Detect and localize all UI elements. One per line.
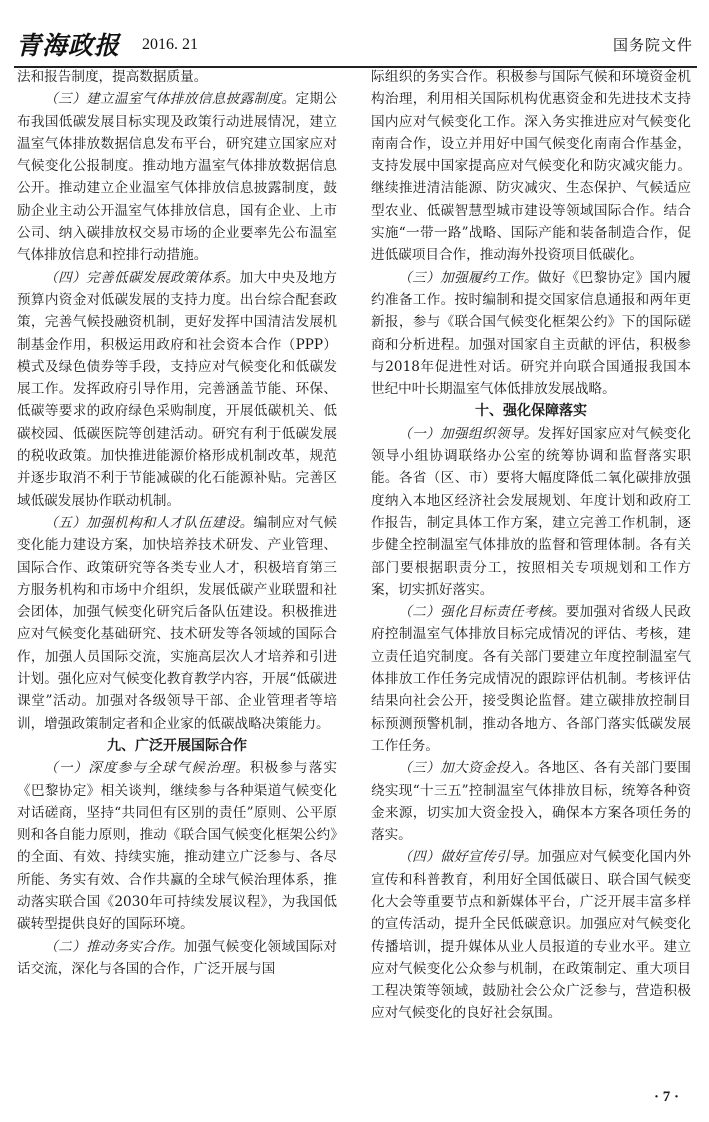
subheading: （三）建立温室气体排放信息披露制度。: [44, 91, 296, 108]
paragraph-body: 要加强对省级人民政府控制温室气体排放目标完成情况的评估、考核，建立责任追究制度。各有关部门要建立年度控制温室气体排放工作任务完成情况的跟踪评估机制。考核评估结果向社会公开，接受舆论监督。建立碳排放控制目标预测预警机制，推动各地方、各部门落实低碳发展工作任务。: [371, 604, 691, 754]
paragraph: [17, 512, 337, 735]
right-column: [371, 66, 691, 1025]
subheading: （一）深度参与全球气候治理。: [44, 760, 250, 777]
subheading: （三）加强履约工作。: [398, 269, 538, 286]
section-title: 国务院文件: [612, 36, 693, 54]
subheading: （三）加大资金投入。: [398, 760, 538, 777]
paragraph: [371, 757, 691, 846]
paragraph: [17, 267, 337, 512]
paragraph: [371, 601, 691, 757]
journal-logo: 青海政报: [16, 31, 121, 60]
paragraph-body: 发挥好国家应对气候变化领导小组协调联络办公室的统筹协调和监督落实职能。各省（区、市）要将大幅度降低二氧化碳排放强度纳入本地区经济社会发展规划、年度计划和政府工作报告，制定具体工作方案，建立完善工作机制，逐步健全控制温室气体排放的监督和管理体制。各有关部门要根据职责分工，按照相关专项规划和工作方案，切实抓好落实。: [371, 425, 691, 598]
paragraph-body: 加大中央及地方预算内资金对低碳发展的支持力度。出台综合配套政策，完善气候投融资机制，更好发挥中国清洁发展机制基金作用，积极运用政府和社会资本合作（PPP）模式及绿色债券等手段，支持应对气候变化和低碳发展工作。发挥政府引导作用，完善涵盖节能、环保、低碳等要求的政府绿色采购制度，开展低碳机关、低碳校园、低碳医院等创建活动。研究有利于低碳发展的税收政策。加快推进能源价格形成机制改革，规范并逐步取消不利于节能减碳的化石能源补贴。完善区域低碳发展协作联动机制。: [17, 269, 337, 509]
paragraph: [371, 423, 691, 601]
section-heading: 九、广泛开展国际合作: [107, 737, 247, 754]
paragraph-body: 积极参与落实《巴黎协定》相关谈判，继续参与各种渠道气候变化对话磋商，坚持“共同但有区别的责任”原则、公平原则和各自能力原则，推动《联合国气候变化框架公约》的全面、有效、持续实施，推动建立广泛参与、各尽所能、务实有效、合作共赢的全球气候治理体系，推动落实联合国《2030年可持续发展议程》，为我国低碳转型提供良好的国际环境。: [17, 760, 338, 933]
issue-number: 2016. 21: [142, 36, 198, 53]
subheading: （二）推动务实合作。: [44, 938, 184, 955]
subheading: （四）做好宣传引导。: [398, 849, 538, 866]
paragraph-body: 各地区、各有关部门要围绕实现“十三五”控制温室气体排放目标，统筹各种资金来源，切实加大资金投入，确保本方案各项任务的落实。: [371, 760, 691, 844]
paragraph-body: 加强气候变化领域国际对话交流，深化与各国的合作，广泛开展与国: [17, 938, 337, 977]
subheading: （四）完善低碳发展政策体系。: [44, 269, 240, 286]
paragraph: [371, 846, 691, 1024]
subheading: （五）加强机构和人才队伍建设。: [44, 514, 254, 531]
paragraph-body: 定期公布我国低碳发展目标实现及政策行动进展情况，建立温室气体排放数据信息发布平台，研究建立国家应对气候变化公报制度。推动地方温室气体排放数据信息公开。推动建立企业温室气体排放信息披露制度，鼓励企业主动公开温室气体排放信息，国有企业、上市公司、纳入碳排放权交易市场的企业要率先公布温室气体排放信息和控排行动措施。: [17, 91, 337, 264]
paragraph: 法和报告制度，提高数据质量。: [17, 69, 208, 85]
paragraph: 际组织的务实合作。积极参与国际气候和环境资金机构治理，利用相关国际机构优惠资金和先进技术支持国内应对气候变化工作。深入务实推进应对气候变化南南合作，设立并用好中国气候变化南南合作基金，支持发展中国家提高应对气候变化和防灾减灾能力。继续推进清洁能源、防灾减灾、生态保护、气候适应型农业、低碳智慧型城市建设等领域国际合作。结合实施“一带一路”战略、国际产能和装备制造合作，促进低碳项目合作，推动海外投资项目低碳化。: [371, 69, 691, 264]
section-heading: 十、强化保障落实: [475, 403, 587, 420]
subheading: （一）加强组织领导。: [398, 425, 538, 442]
subheading: （二）强化目标责任考核。: [398, 604, 566, 621]
paragraph: [17, 757, 337, 935]
paragraph: [17, 936, 337, 981]
paragraph: [17, 88, 337, 266]
left-column: [17, 66, 337, 980]
page-header: [14, 8, 697, 68]
paragraph-body: 做好《巴黎协定》国内履约准备工作。按时编制和提交国家信息通报和两年更新报，参与《联合国气候变化框架公约》下的国际磋商和分析进程。加强对国家自主贡献的评估，积极参与2018年促进性对话。研究并向联合国通报我国本世纪中叶长期温室气体低排放发展战略。: [371, 269, 691, 398]
paragraph: [371, 267, 691, 401]
paragraph-body: 编制应对气候变化能力建设方案，加快培养技术研发、产业管理、国际合作、政策研究等各类专业人才，积极培育第三方服务机构和市场中介组织，发展低碳产业联盟和社会团体，加强气候变化研究后备队伍建设。积极推进应对气候变化基础研究、技术研发等各领域的国际合作，加强人员国际交流，实施高层次人才培养和引进计划。强化应对气候变化教育教学内容，开展“低碳进课堂”活动。加强对各级领导干部、企业管理者等培训，增强政策制定者和企业家的低碳战略决策能力。: [17, 514, 338, 732]
page-number: · 7 ·: [653, 1089, 679, 1105]
paragraph-body: 加强应对气候变化国内外宣传和科普教育，利用好全国低碳日、联合国气候变化大会等重要节点和新媒体平台，广泛开展丰富多样的宣传活动，提升全民低碳意识。加强应对气候变化传播培训，提升媒体从业人员报道的专业水平。建立应对气候变化公众参与机制，在政策制定、重大项目工程决策等领域，鼓励社会公众广泛参与，营造积极应对气候变化的良好社会氛围。: [371, 849, 691, 1022]
